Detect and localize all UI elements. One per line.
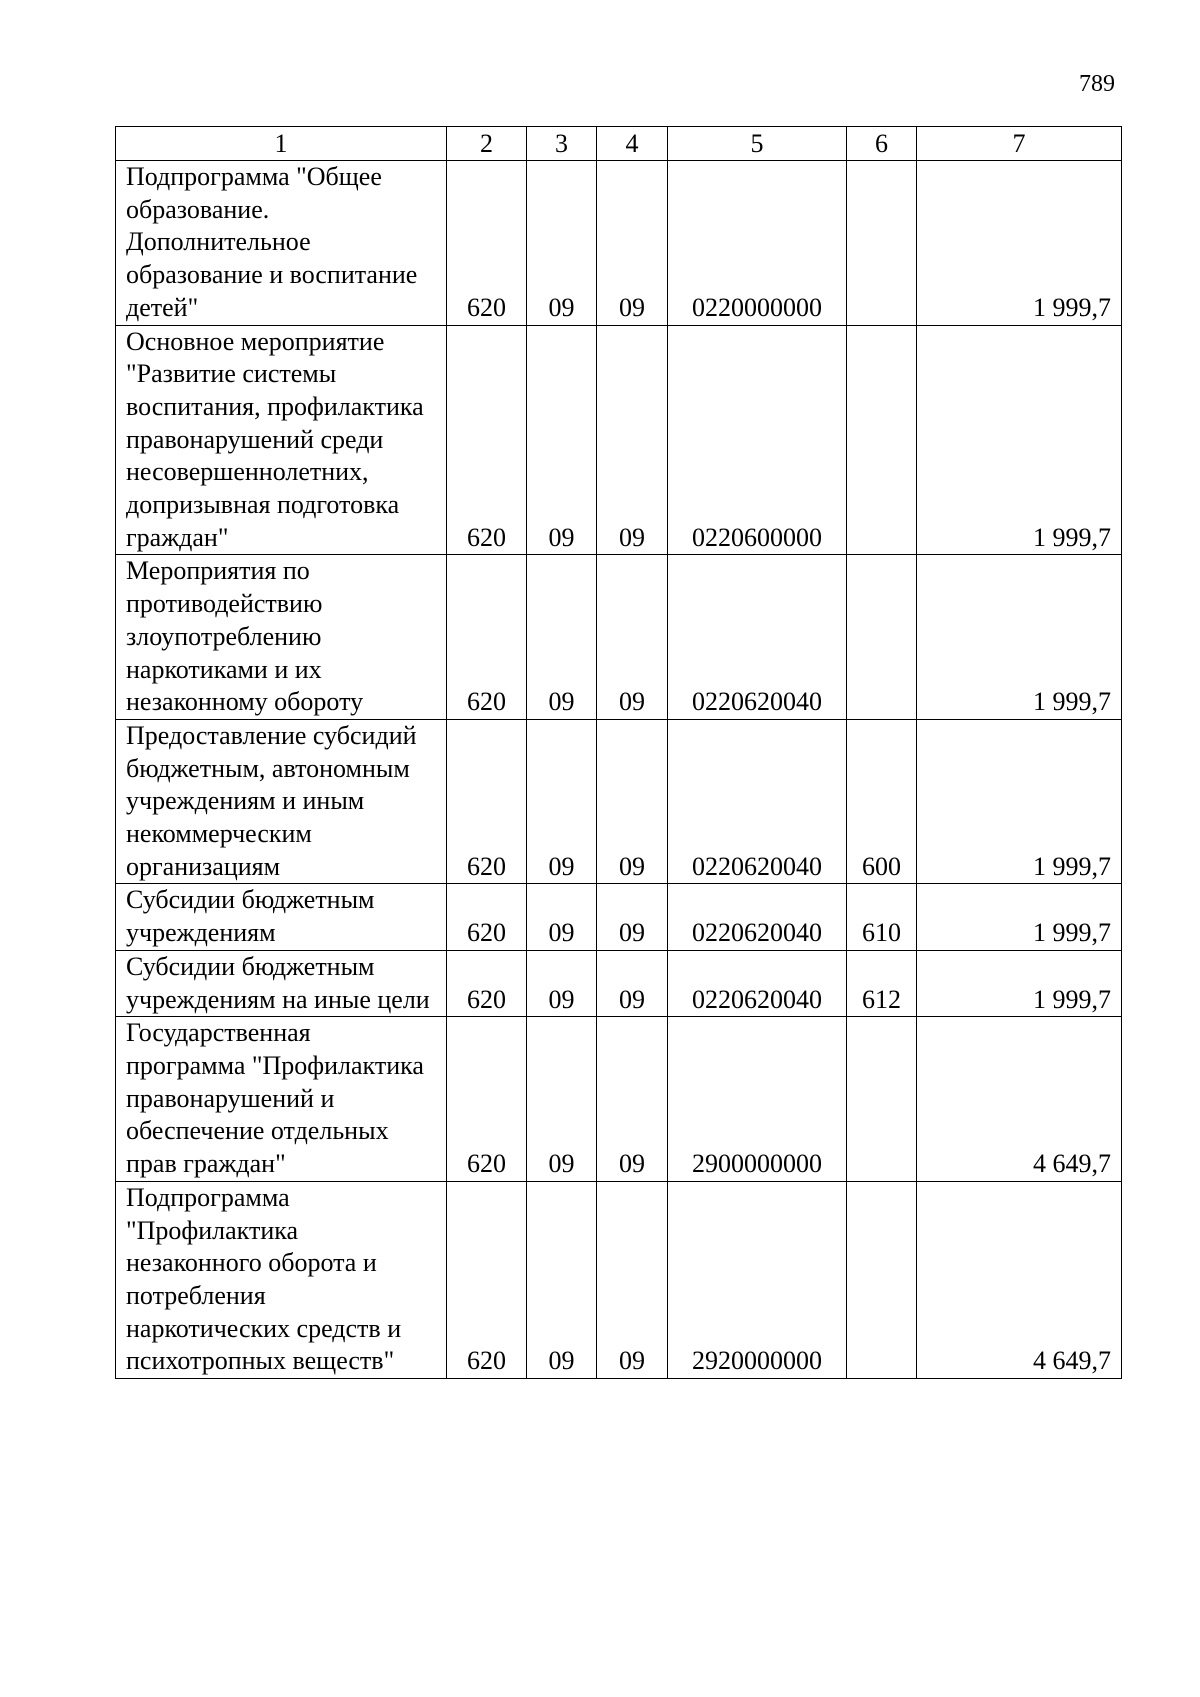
row-col2: 620 xyxy=(447,1017,527,1182)
row-col4: 09 xyxy=(597,1181,668,1378)
row-col3: 09 xyxy=(527,1181,597,1378)
column-header: 4 xyxy=(597,127,668,161)
row-col3: 09 xyxy=(527,950,597,1016)
row-name: Мероприятия по противодействию злоупотреблению наркотиками и их незаконному обороту xyxy=(116,555,447,720)
row-col5: 0220620040 xyxy=(668,884,847,950)
row-col5: 0220620040 xyxy=(668,719,847,884)
table-row xyxy=(116,884,1122,950)
row-name: Подпрограмма "Профилактика незаконного оборота и потребления наркотических средств и психотропных веществ" xyxy=(116,1181,447,1378)
row-amount: 1 999,7 xyxy=(917,325,1122,555)
row-name: Основное мероприятие "Развитие системы воспитания, профилактика правонарушений среди несовершеннолетних, допризывная подготовка граждан" xyxy=(116,325,447,555)
row-name: Субсидии бюджетным учреждениям xyxy=(116,884,447,950)
column-header: 1 xyxy=(116,127,447,161)
table-row xyxy=(116,719,1122,884)
row-col4: 09 xyxy=(597,719,668,884)
column-header: 7 xyxy=(917,127,1122,161)
table-row xyxy=(116,555,1122,720)
row-col6 xyxy=(847,161,917,326)
row-col6: 612 xyxy=(847,950,917,1016)
row-col2: 620 xyxy=(447,950,527,1016)
row-col3: 09 xyxy=(527,161,597,326)
row-col2: 620 xyxy=(447,884,527,950)
row-col2: 620 xyxy=(447,719,527,884)
table-row xyxy=(116,1181,1122,1378)
row-col5: 2900000000 xyxy=(668,1017,847,1182)
row-col5: 0220620040 xyxy=(668,555,847,720)
header-row xyxy=(116,127,1122,161)
row-col5: 0220620040 xyxy=(668,950,847,1016)
row-col5: 0220000000 xyxy=(668,161,847,326)
row-col6 xyxy=(847,555,917,720)
row-col4: 09 xyxy=(597,1017,668,1182)
column-header: 6 xyxy=(847,127,917,161)
row-amount: 1 999,7 xyxy=(917,719,1122,884)
page-number: 789 xyxy=(1079,71,1115,97)
row-col2: 620 xyxy=(447,325,527,555)
table-row xyxy=(116,325,1122,555)
row-col4: 09 xyxy=(597,161,668,326)
row-col6 xyxy=(847,325,917,555)
row-amount: 1 999,7 xyxy=(917,884,1122,950)
table-row xyxy=(116,1017,1122,1182)
table-row xyxy=(116,161,1122,326)
row-amount: 1 999,7 xyxy=(917,950,1122,1016)
row-amount: 1 999,7 xyxy=(917,555,1122,720)
row-col3: 09 xyxy=(527,884,597,950)
row-col6 xyxy=(847,1017,917,1182)
row-name: Предоставление субсидий бюджетным, автономным учреждениям и иным некоммерческим организациям xyxy=(116,719,447,884)
row-amount: 1 999,7 xyxy=(917,161,1122,326)
budget-table xyxy=(115,126,1122,1379)
row-col4: 09 xyxy=(597,325,668,555)
column-header: 2 xyxy=(447,127,527,161)
row-name: Субсидии бюджетным учреждениям на иные цели xyxy=(116,950,447,1016)
row-col2: 620 xyxy=(447,1181,527,1378)
table-row xyxy=(116,950,1122,1016)
row-name: Государственная программа "Профилактика правонарушений и обеспечение отдельных прав граждан" xyxy=(116,1017,447,1182)
row-amount: 4 649,7 xyxy=(917,1181,1122,1378)
column-header: 5 xyxy=(668,127,847,161)
row-col5: 2920000000 xyxy=(668,1181,847,1378)
row-col4: 09 xyxy=(597,884,668,950)
row-col6 xyxy=(847,1181,917,1378)
column-header: 3 xyxy=(527,127,597,161)
row-col3: 09 xyxy=(527,719,597,884)
row-col3: 09 xyxy=(527,555,597,720)
row-col4: 09 xyxy=(597,555,668,720)
row-col3: 09 xyxy=(527,1017,597,1182)
row-name: Подпрограмма "Общее образование. Дополнительное образование и воспитание детей" xyxy=(116,161,447,326)
row-col2: 620 xyxy=(447,555,527,720)
row-col6: 610 xyxy=(847,884,917,950)
row-col6: 600 xyxy=(847,719,917,884)
row-col5: 0220600000 xyxy=(668,325,847,555)
row-amount: 4 649,7 xyxy=(917,1017,1122,1182)
row-col3: 09 xyxy=(527,325,597,555)
row-col4: 09 xyxy=(597,950,668,1016)
row-col2: 620 xyxy=(447,161,527,326)
